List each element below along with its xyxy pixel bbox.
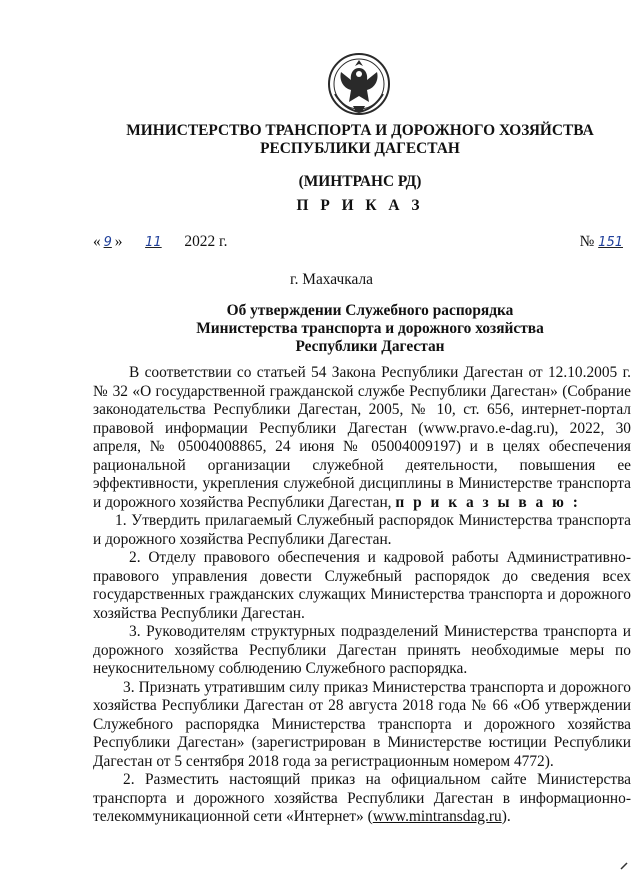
order-word: п р и к а з ы в а ю : (395, 493, 581, 511)
subject-line1: Об утверждении Служебного распорядка (226, 302, 514, 319)
date-quote-open: « (93, 233, 101, 250)
order-number (580, 232, 623, 253)
order-number-prefix: № (579, 233, 595, 250)
item5-text-end: ). (501, 808, 511, 825)
order-number-value: 151 (598, 235, 623, 250)
ministry-website-link[interactable]: www.mintransdag.ru (372, 808, 502, 825)
ministry-name-line1: МИНИСТЕРСТВО ТРАНСПОРТА И ДОРОЖНОГО ХОЗЯЙСТВА (126, 122, 594, 139)
item5-text-start: 2. Разместить настоящий приказ на официальном сайте Министерства транспорта и дорожного хозяйства Республики Дагестан в информационно-телекоммуникационной сети «Интернет» ( (93, 771, 631, 825)
ministry-abbreviation: (МИНТРАНС РД) (298, 173, 422, 190)
corner-mark-icon (620, 862, 628, 870)
order-item-2: 2. Отделу правового обеспечения и кадровой работы Административно-правового управления довести Служебный распорядок до сведения всех государственных гражданских служащих Министерства транспорта и дорожного хозяйства Республики Дагестан. (93, 549, 631, 622)
preamble-paragraph (93, 364, 631, 512)
order-item-5 (93, 771, 631, 827)
order-item-1: 1. Утвердить прилагаемый Служебный распорядок Министерства транспорта и дорожного хозяйства Республики Дагестан. (93, 512, 631, 548)
order-subject (110, 302, 630, 356)
order-date-number-row (93, 232, 633, 252)
date-quote-close: » (114, 233, 123, 250)
order-year: 2022 г. (184, 233, 228, 250)
subject-line3: Республики Дагестан (295, 338, 445, 355)
preamble-text: В соответствии со статьей 54 Закона Республики Дагестан от 12.10.2005 г. № 32 «О государственной гражданской службе Республики Дагестан» (Собрание законодательства Республики Дагестан, 2005, № 10, ст. 656, интернет-портал правовой информации Республики Дагестан (www.pravo.e-dag.ru), 2022, 30 апреля, № 05004008865, 24 июня № 05004009197) и в целях обеспечения рациональной организации служебной деятельности, повышения ее эффективности, укрепления служебной дисциплины в Министерстве транспорта и дорожного хозяйства Республики Дагестан, (93, 364, 631, 511)
order-city: г. Махачкала (290, 271, 373, 288)
order-date (93, 232, 227, 253)
order-day: 9 (103, 235, 112, 250)
ministry-name-line2: РЕСПУБЛИКИ ДАГЕСТАН (260, 140, 460, 157)
document-type-title: П Р И К А З (296, 197, 424, 214)
order-month: 11 (145, 235, 162, 250)
order-item-4: 3. Признать утратившим силу приказ Министерства транспорта и дорожного хозяйства Республики Дагестан от 28 августа 2018 года № 66 «Об утверждении Служебного распорядка Министерства транспорта и дорожного хозяйства Республики Дагестан» (зарегистрирован в Министерстве юстиции Республики Дагестан от 5 сентября 2018 года за регистрационным номером 4772). (93, 678, 631, 770)
order-item-3: 3. Руководителям структурных подразделений Министерства транспорта и дорожного хозяйства Республики Дагестан принять необходимые меры по неукоснительному соблюдению Служебного распорядка. (93, 623, 631, 677)
coat-of-arms-eagle-icon (323, 50, 395, 120)
order-body (93, 364, 631, 827)
subject-line2: Министерства транспорта и дорожного хозяйства (196, 320, 544, 337)
